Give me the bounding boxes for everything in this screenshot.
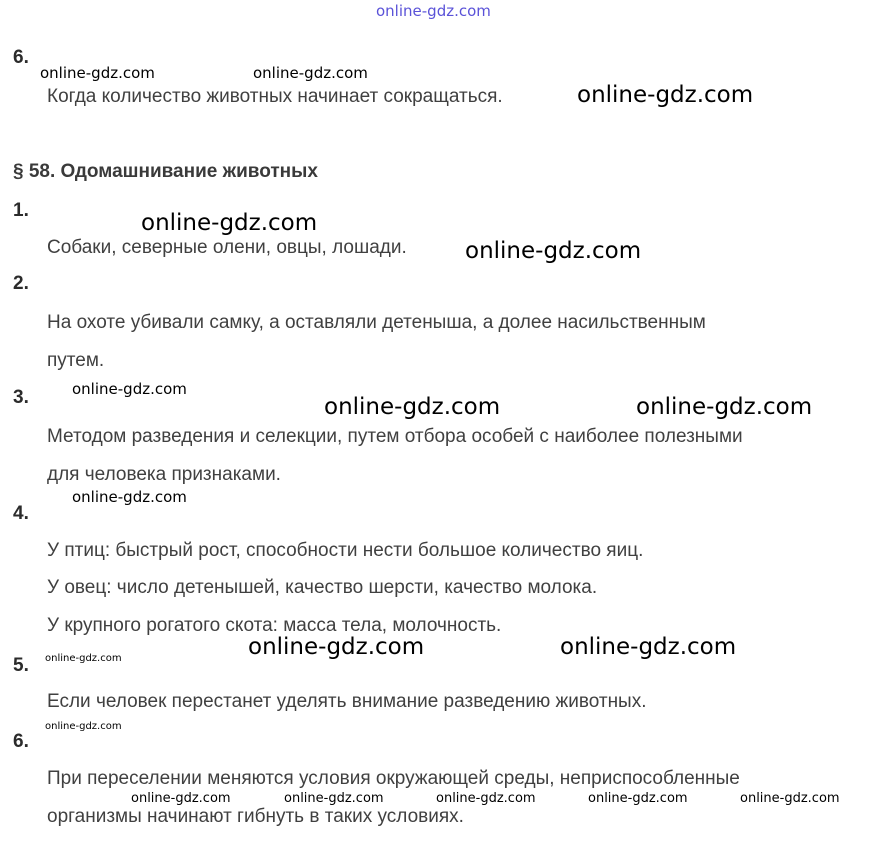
- watermark: online-gdz.com: [248, 634, 425, 660]
- watermark: online-gdz.com: [131, 791, 231, 806]
- answer-number: 6.: [13, 731, 29, 752]
- watermark: online-gdz.com: [577, 82, 754, 108]
- watermark: online-gdz.com: [588, 791, 688, 806]
- answer-number: 3.: [13, 387, 29, 408]
- answer-number: 1.: [13, 200, 29, 221]
- answer-number: 4.: [13, 503, 29, 524]
- answer-text: Если человек перестанет уделять внимание разведению животных.: [47, 691, 647, 712]
- watermark: online-gdz.com: [45, 653, 122, 664]
- watermark: online-gdz.com: [560, 634, 737, 660]
- watermark: online-gdz.com: [45, 721, 122, 732]
- prev-answer-number: 6.: [13, 47, 29, 68]
- watermark: online-gdz.com: [324, 394, 501, 420]
- answer-text: При переселении меняются условия окружающей среды, неприспособленные: [47, 768, 740, 789]
- section-title: § 58. Одомашнивание животных: [13, 161, 318, 182]
- watermark: online-gdz.com: [141, 210, 318, 236]
- watermark: online-gdz.com: [636, 394, 813, 420]
- watermark: online-gdz.com: [72, 488, 187, 506]
- watermark: online-gdz.com: [40, 64, 155, 82]
- answer-text: организмы начинают гибнуть в таких условиях.: [47, 806, 464, 827]
- answer-text: На охоте убивали самку, а оставляли детеныша, а долее насильственным: [47, 312, 706, 333]
- answer-text: У крупного рогатого скота: масса тела, молочность.: [47, 615, 502, 636]
- answer-text: Собаки, северные олени, овцы, лошади.: [47, 237, 407, 258]
- answer-text: Методом разведения и селекции, путем отбора особей с наиболее полезными: [47, 426, 743, 447]
- answer-number: 2.: [13, 273, 29, 294]
- watermark: online-gdz.com: [465, 238, 642, 264]
- watermark: online-gdz.com: [72, 380, 187, 398]
- watermark: online-gdz.com: [284, 791, 384, 806]
- prev-answer-text: Когда количество животных начинает сокращаться.: [47, 86, 503, 107]
- watermark: online-gdz.com: [253, 64, 368, 82]
- answer-text: путем.: [47, 350, 105, 371]
- watermark: online-gdz.com: [740, 791, 840, 806]
- answer-number: 5.: [13, 655, 29, 676]
- answer-text: для человека признаками.: [47, 464, 281, 485]
- answer-text: У овец: число детенышей, качество шерсти, качество молока.: [47, 577, 598, 598]
- watermark: online-gdz.com: [436, 791, 536, 806]
- watermark-top: online-gdz.com: [376, 2, 491, 20]
- answer-text: У птиц: быстрый рост, способности нести большое количество яиц.: [47, 540, 644, 561]
